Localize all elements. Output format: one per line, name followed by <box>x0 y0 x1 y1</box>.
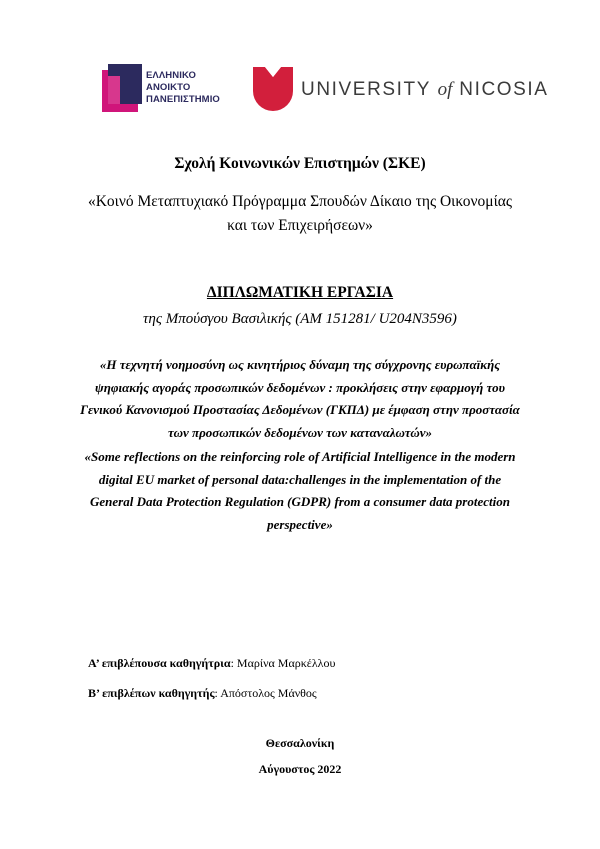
supervisor-b <box>88 686 317 701</box>
school-name: Σχολή Κοινωνικών Επιστημών (ΣΚΕ) <box>174 155 426 172</box>
thesis-type: ΔΙΠΛΩΜΑΤΙΚΗ ΕΡΓΑΣΙΑ <box>206 284 394 301</box>
thesis-title-english: «Some reflections on the reinforcing role of Artificial Intelligence in the modern digital EU market of personal data:challenges in the implementation of the General Data Protection Regulation (GDPR) from a consumer data protection perspective» <box>84 449 516 532</box>
unic-word-university: UNIVERSITY <box>301 79 431 100</box>
hou-line-1: ΕΛΛΗΝΙΚΟ <box>146 70 196 81</box>
program-line-2: και των Επιχειρήσεων» <box>227 217 373 234</box>
unic-word-of: of <box>437 79 453 100</box>
university-of-nicosia-logo <box>253 67 549 113</box>
supervisor-b-name: : Απόστολος Μάνθος <box>214 686 317 700</box>
city: Θεσσαλονίκη <box>265 736 335 750</box>
supervisor-b-label: Β’ επιβλέπων καθηγητής <box>88 686 215 700</box>
supervisor-a <box>88 656 335 671</box>
program-name <box>0 190 600 238</box>
hou-line-2: ΑΝΟΙΚΤΟ <box>146 82 191 93</box>
unic-wordmark <box>301 79 549 101</box>
logos-header <box>0 62 600 118</box>
author-line: της Μπούσγου Βασιλικής (ΑΜ 151281/ U204N3596) <box>143 311 457 327</box>
unic-word-nicosia: NICOSIA <box>459 79 549 100</box>
thesis-title-greek: «Η τεχνητή νοημοσύνη ως κινητήριος δύναμη της σύγχρονης ευρωπαϊκής ψηφιακής αγοράς προσωπικών δεδομένων : προκλήσεις στην εφαρμογή του Γενικού Κανονισμού Προστασίας Δεδομένων (ΓΚΠΔ) με έμφαση στην προστασία των προσωπικών δεδομένων των καταναλωτών» <box>80 357 520 440</box>
hellenic-open-university-logo <box>102 64 238 114</box>
supervisor-a-name: : Μαρίνα Μαρκέλλου <box>230 656 336 670</box>
unic-shield-icon <box>253 67 293 111</box>
hou-emblem-icon <box>102 64 142 114</box>
date: Αύγουστος 2022 <box>258 762 342 776</box>
program-line-1: «Κοινό Μεταπτυχιακό Πρόγραμμα Σπουδών Δίκαιο της Οικονομίας <box>87 193 513 210</box>
hou-wordmark <box>146 70 220 106</box>
hou-line-3: ΠΑΝΕΠΙΣΤΗΜΙΟ <box>146 94 220 105</box>
supervisor-a-label: Α’ επιβλέπουσα καθηγήτρια <box>88 656 231 670</box>
